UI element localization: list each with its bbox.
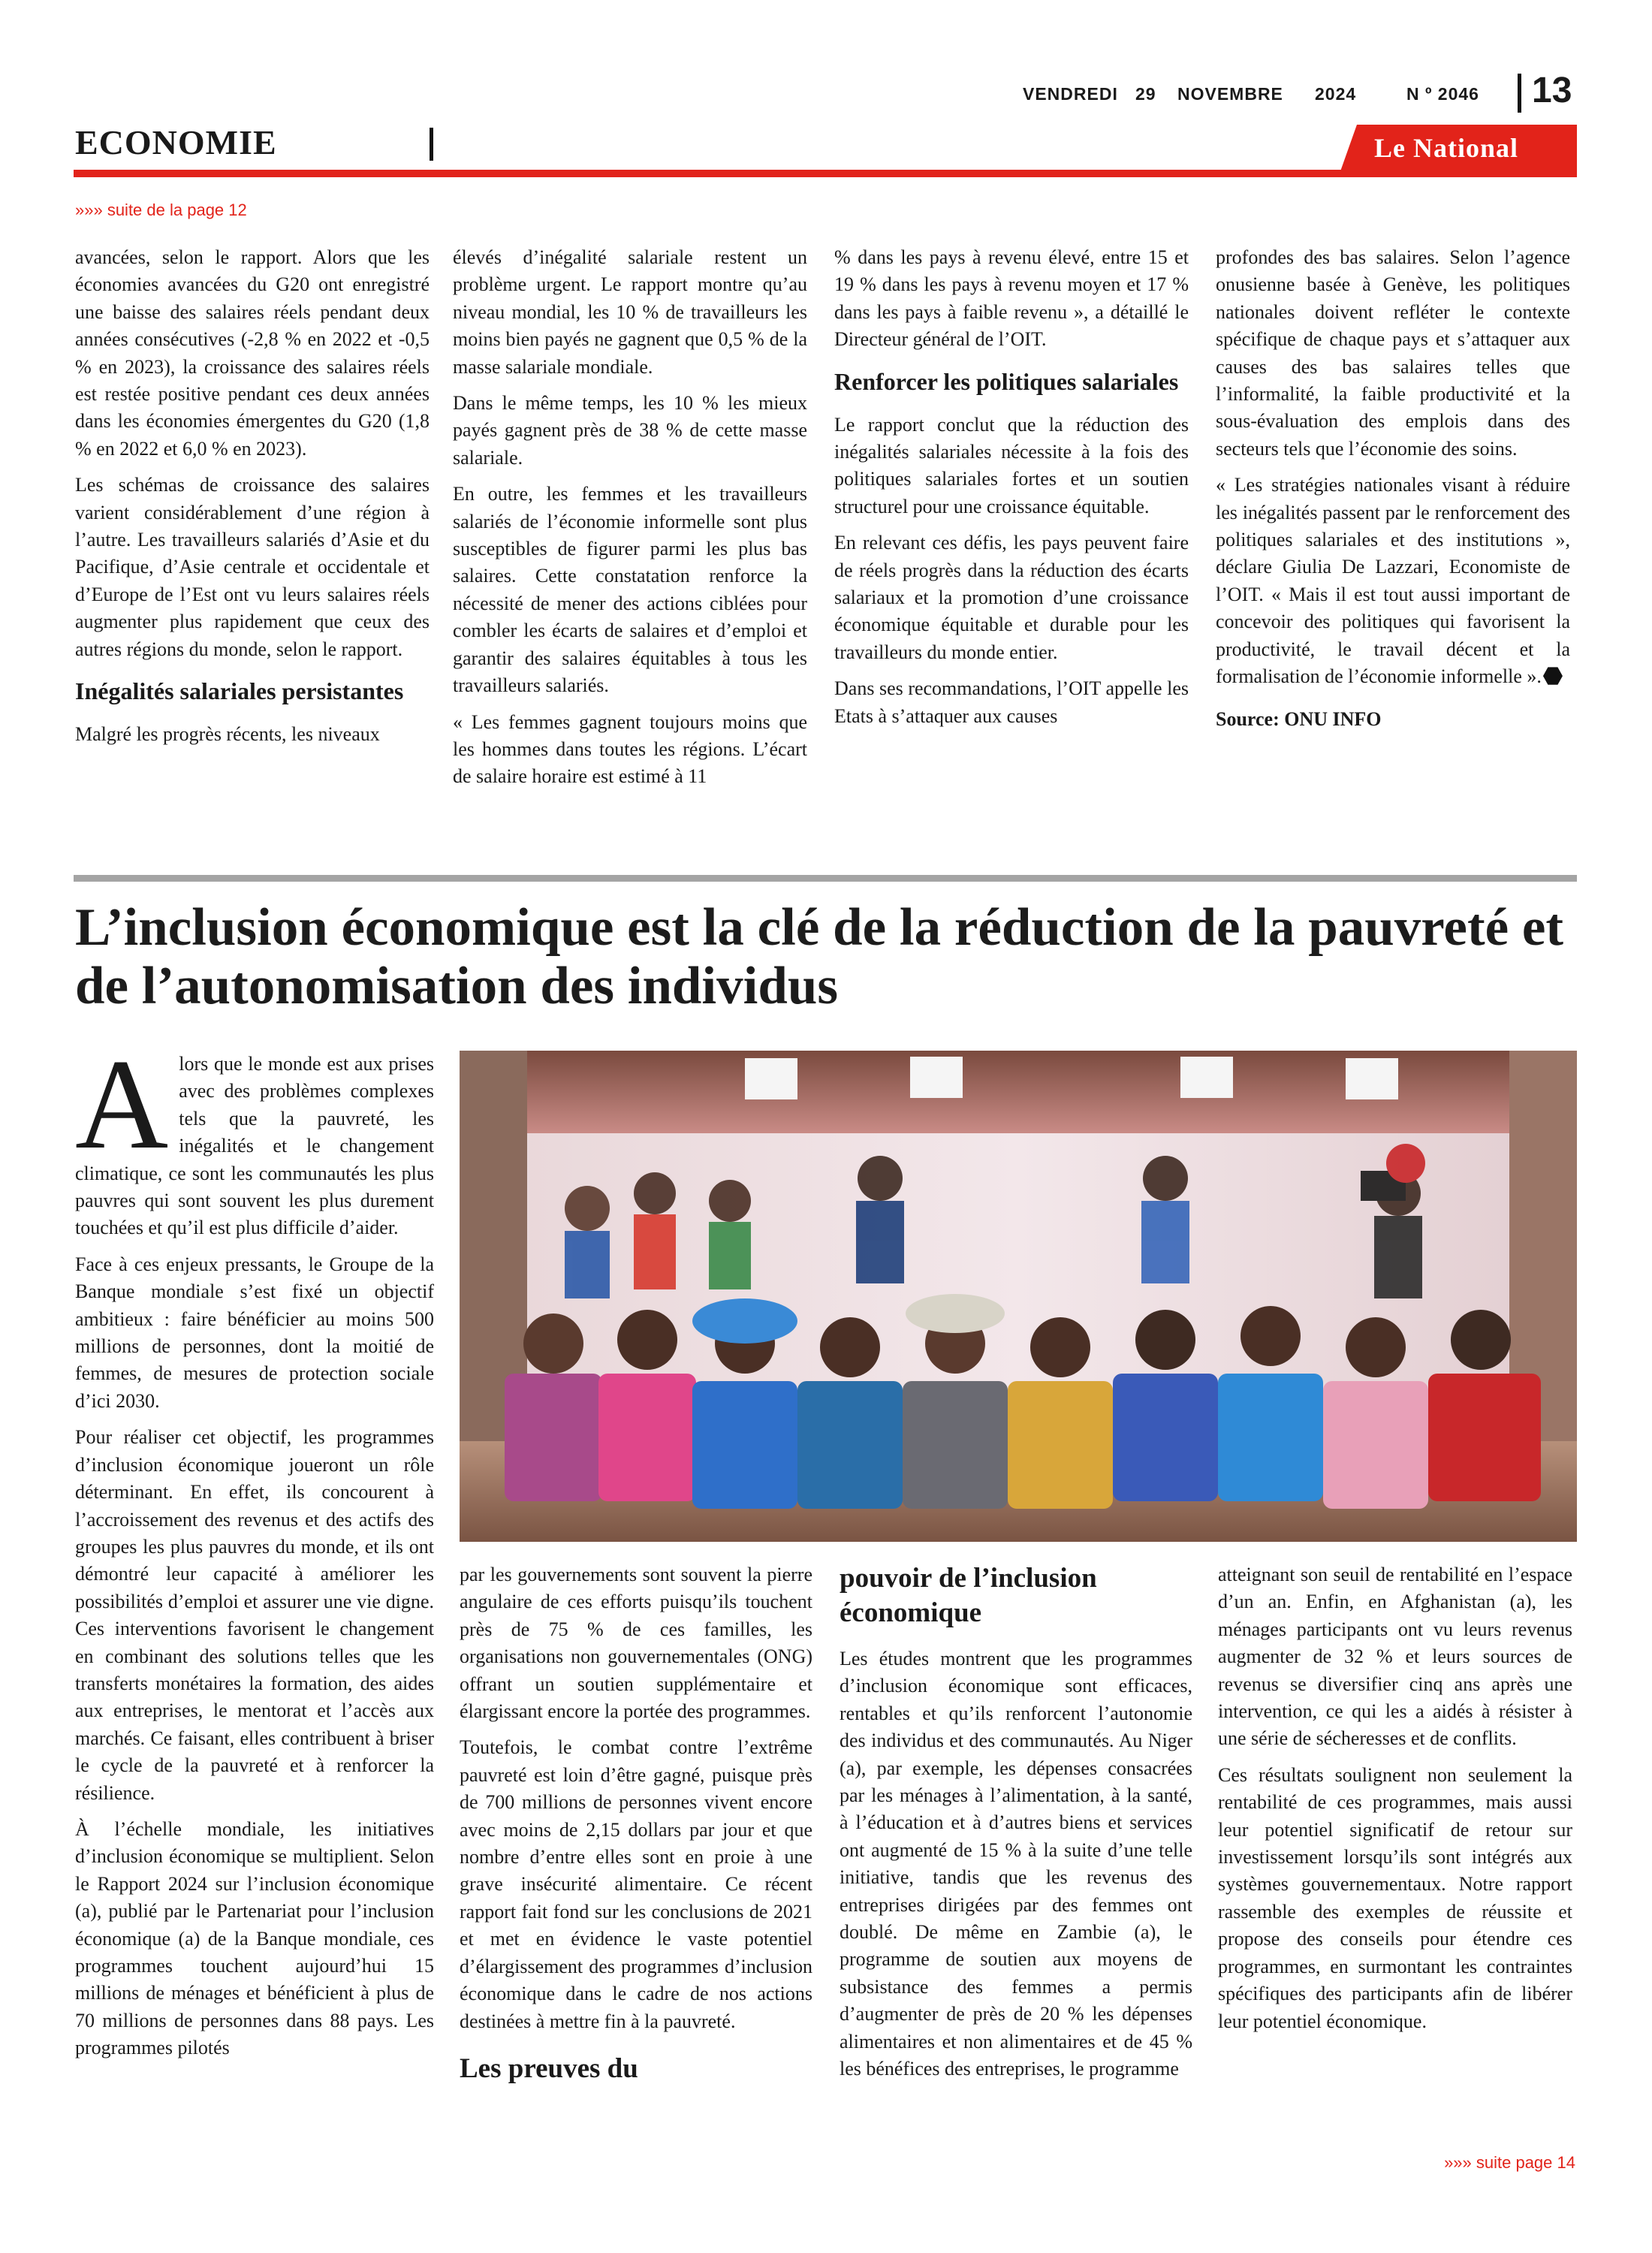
page-number-divider: [1518, 74, 1521, 113]
paragraph: En outre, les femmes et les travailleurs salariés de l’économie informelle sont plus susceptibles de figurer parmi les plus bas salaires. Cette constatation renforce la nécessité de mener des actions ciblées pour combler les écarts de salaires et d’emploi et garantir des salaires équitables à tous les travailleurs salariés.: [453, 483, 807, 697]
article-separator: [74, 875, 1577, 882]
paragraph: Les études montrent que les programmes d’inclusion économique sont efficaces, rentables et qu’ils renforcent l’autonomie des individus et des communautés. Au Niger (a), par exemple, les dépenses consacrées par les ménages à l’alimentation, à la santé, à l’éducation et à d’autres biens et services ont augmenté de 15 % à la suite d’une telle initiative, tandis que les revenus des entreprises dirigées par des femmes ont doublé. De même en Zambie (a), le programme de soutien aux moyens de subsistance des femmes a permis d’augmenter de près de 20 % les dépenses alimentaires et non alimentaires et de 45 % les bénéfices des entreprises, le programme: [840, 1648, 1192, 2080]
paragraph: atteignant son seuil de rentabilité en l’espace d’un an. Enfin, en Afghanistan (a), les ménages participants ont vu leurs revenus augmenter de 32 % et leurs sources de revenus se diversifier cinq ans après une intervention, ce qui les a aidés à résister à une série de sécheresses et de conflits.: [1218, 1564, 1572, 1750]
page-number: 13: [1532, 71, 1572, 110]
paragraph: élevés d’inégalité salariale restent un problème urgent. Le rapport montre qu’au niveau mondial, les 10 % de travailleurs les moins bien payés ne gagnent que 0,5 % de la masse salariale mondiale.: [453, 246, 807, 378]
paragraph: « Les femmes gagnent toujours moins que les hommes dans toutes les régions. L’écart de salaire horaire est estimé à 11: [453, 710, 807, 788]
subheading: Inégalités salariales persistantes: [75, 677, 404, 705]
paragraph: Face à ces enjeux pressants, le Groupe de la Banque mondiale s’est fixé un objectif ambitieux : faire bénéficier au moins 500 millions de personnes, dont la moitié de femmes, de mesures de protection sociale d’ici 2030.: [75, 1253, 434, 1412]
paragraph: Pour réaliser cet objectif, les programmes d’inclusion économique joueront un rôle déterminant. En effet, ils concourent à l’accroissement des revenus et des actifs des groupes les plus pauvres du monde, et ils ont démontré leur capacité à améliorer les possibilités d’emploi et assurer une vie digne. Ces interventions favorisent le changement en combinant des solutions telles que les transferts monétaires la formation, des aides aux entreprises, le mentorat et l’accès aux marchés. Ce faisant, elles contribuent à briser le cycle de la pauvreté et à renforcer la résilience.: [75, 1426, 434, 1804]
continued-from-label: »»» suite de la page 12: [75, 201, 247, 219]
section-divider: [430, 128, 433, 161]
photo-women-clapping-illustration: [460, 1051, 1577, 1542]
paragraph: À l’échelle mondiale, les initiatives d’inclusion économique se multiplient. Selon le Rapport 2024 sur l’inclusion économique (a), publié par le Partenariat pour l’inclusion économique (a) de la Banque mondiale, ces programmes touchent aujourd’hui 15 millions de ménages et bénéficient à plus de 70 millions de personnes dans 88 pays. Les programmes pilotés: [75, 1817, 434, 2059]
main-article-column-4: [1218, 1561, 1572, 2044]
drop-cap: A: [75, 1033, 169, 1176]
paragraph-with-endmark: [1216, 472, 1570, 690]
paragraph: Toutefois, le combat contre l’extrême pauvreté est loin d’être gagné, puisque près de 700 millions de personnes vivent encore avec moins de 2,15 dollars par jour et que nombre d’entre elles sont en proie à une grave insécurité alimentaire. Ce récent rapport fait fond sur les conclusions de 2021 et met en évidence le vaste potentiel d’élargissement des programmes d’inclusion économique dans le cadre de nos actions destinées à mettre fin à la pauvreté.: [460, 1736, 812, 2032]
paragraph: Le rapport conclut que la réduction des inégalités salariales nécessite à la fois des politiques salariales fortes et un soutien structurel pour une croissance équitable.: [834, 413, 1189, 517]
issue-year: 2024: [1315, 84, 1357, 104]
paragraph: par les gouvernements sont souvent la pierre angulaire de ces efforts puisqu’ils touchent près de 75 % de ces familles, les organisations non gouvernementales (ONG) offrant un soutien supplémentaire et élargissant encore la portée des programmes.: [460, 1564, 812, 1723]
paragraph: Les schémas de croissance des salaires varient considérablement d’une région à l’autre. Les travailleurs salariés d’Asie et du Pacifique, d’Asie centrale et occidentale et d’Europe de l’Est ont vu leurs salaires réels augmenter plus rapidement que ceux des autres régions du monde, selon le rapport.: [75, 474, 430, 660]
end-of-article-icon: [1543, 666, 1563, 686]
paragraph: % dans les pays à revenu élevé, entre 15 et 19 % dans les pays à revenu moyen et 17 % dans les pays à faible revenu », a détaillé le Directeur général de l’OIT.: [834, 246, 1189, 351]
issue-date: 29: [1135, 84, 1156, 104]
paragraph-text: « Les stratégies nationales visant à réduire les inégalités passent par le renforcement des politiques salariales et des institutions », déclare Giulia De Lazzari, Economiste de l’OIT. « Mais il est tout aussi important de concevoir des politiques qui favorisent la productivité, le travail décent et la formalisation de l’économie informelle ».: [1216, 474, 1570, 688]
continued-to-label: »»» suite page 14: [1444, 2153, 1575, 2172]
subheading: pouvoir de l’inclusion économique: [840, 1563, 1097, 1628]
header-rule: [74, 170, 1577, 177]
article-headline: L’inclusion économique est la clé de la réduction de la pauvreté et de l’autonomisation des individus: [75, 898, 1564, 1015]
paragraph: Malgré les progrès récents, les niveaux: [75, 723, 380, 746]
newspaper-brand: Le National: [1374, 133, 1519, 163]
paragraph: Ces résultats soulignent non seulement la rentabilité de ces programmes, mais aussi leur potentiel significatif de retour sur investissement lorsqu’ils sont intégrés aux systèmes gouvernementaux. Notre rapport rassemble des exemples de réussite et propose des conseils pour étendre ces programmes, en surmontant les contraintes spécifiques des participants afin de libérer leur potentiel économique.: [1218, 1763, 1572, 2032]
main-article-column-1: [75, 1033, 434, 2071]
paragraph: [75, 1033, 434, 1242]
paragraph: Dans ses recommandations, l’OIT appelle les Etats à s’attaquer aux causes: [834, 677, 1189, 727]
article-photo: [460, 1051, 1577, 1542]
paragraph: Dans le même temps, les 10 % les mieux payés gagnent près de 38 % de cette masse salariale.: [453, 392, 807, 469]
article-source: Source: ONU INFO: [1216, 707, 1382, 730]
subheading: Les preuves du: [460, 2052, 638, 2084]
top-article-column-4: [1216, 244, 1570, 742]
issue-number: N º 2046: [1406, 84, 1479, 104]
issue-day: VENDREDI: [1023, 84, 1118, 104]
paragraph: avancées, selon le rapport. Alors que les économies avancées du G20 ont enregistré une baisse des salaires réels pendant deux années consécutives (-2,8 % en 2022 et -0,5 % en 2023), la croissance des salaires réels est restée positive pendant ces deux années dans les économies émergentes du G20 (1,8 % en 2022 et 6,0 % en 2023).: [75, 246, 430, 460]
top-article-column-2: [453, 244, 807, 800]
paragraph: profondes des bas salaires. Selon l’agence onusienne basée à Genève, les politiques nationales doivent refléter le contexte spécifique de chaque pays et s’attaquer aux causes des bas salaires telles que l’informalité, la faible productivité et la sous-évaluation des emplois dans des secteurs tels que l’économie des soins.: [1216, 246, 1570, 460]
paragraph-text: lors que le monde est aux prises avec des problèmes complexes tels que la pauvreté, les inégalités et le changement climatique, ce sont les communautés les plus pauvres qui sont souvent les plus durement touchées et qu’il est plus difficile d’aider.: [75, 1053, 434, 1239]
paragraph: En relevant ces défis, les pays peuvent faire de réels progrès dans la réduction des écarts salariaux et la promotion d’une croissance économique équitable et durable pour les travailleurs du monde entier.: [834, 532, 1189, 663]
subheading: Renforcer les politiques salariales: [834, 367, 1179, 395]
section-title: ECONOMIE: [75, 123, 277, 161]
top-article-column-1: [75, 244, 430, 758]
top-article-column-3: [834, 244, 1189, 739]
main-article-column-3: [840, 1561, 1192, 2092]
issue-month: NOVEMBRE: [1177, 84, 1283, 104]
main-article-column-2: [460, 1561, 812, 2101]
issue-date-line: [1023, 84, 1479, 104]
